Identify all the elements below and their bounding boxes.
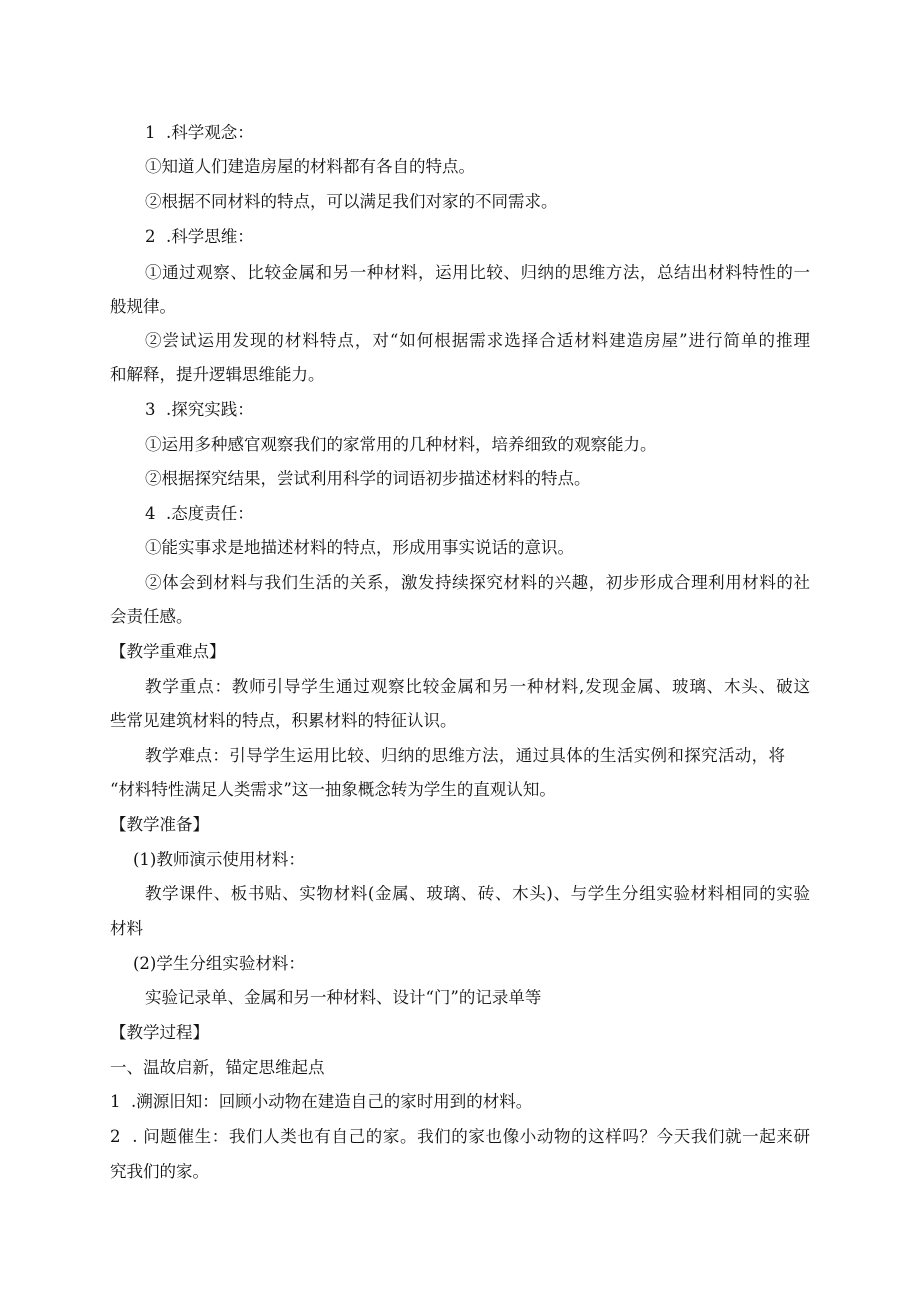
prep-item-teacher: (1)教师演示使用材料：: [133, 850, 305, 869]
paragraph-continuation: “材料特性满足人类需求”这一抽象概念转为学生的直观认知。: [110, 780, 556, 799]
paragraph-continuation: 般规律。: [110, 297, 176, 316]
heading-process: 【教学过程】: [110, 1023, 209, 1042]
paragraph: 实验记录单、金属和另一种材料、设计“门”的记录单等: [145, 988, 542, 1007]
section-heading-attitude: 4 .态度责任：: [145, 504, 254, 523]
paragraph-focus: 教学重点：教师引导学生通过观察比较金属和另一种材料,发现金属、玻璃、木头、破这: [145, 677, 810, 696]
section-heading-science-thinking: 2 .科学思维：: [145, 227, 254, 246]
heading-key-points: 【教学重难点】: [110, 642, 226, 661]
paragraph: ①通过观察、比较金属和另一种材料，运用比较、归纳的思维方法，总结出材料特性的一: [145, 263, 810, 282]
paragraph: ①运用多种感官观察我们的家常用的几种材料，培养细致的观察能力。: [145, 435, 657, 454]
section-heading-science-concept: 1 .科学观念：: [145, 123, 254, 142]
section-heading-inquiry: 3 .探究实践：: [145, 400, 254, 419]
process-step-heading: 一、温故启新，锚定思维起点: [110, 1058, 325, 1077]
paragraph-difficulty: 教学难点：引导学生运用比较、归纳的思维方法，通过具体的生活实例和探究活动，将: [145, 746, 785, 765]
paragraph-continuation: 材料: [110, 919, 143, 938]
heading-preparation: 【教学准备】: [110, 815, 209, 834]
paragraph: 教学课件、板书贴、实物材料(金属、玻璃、砖、木头)、与学生分组实验材料相同的实验: [145, 884, 810, 903]
process-item: 2 . 问题催生：我们人类也有自己的家。我们的家也像小动物的这样吗？今天我们就一起来研: [110, 1127, 810, 1146]
paragraph: ①知道人们建造房屋的材料都有各自的特点。: [145, 157, 475, 176]
paragraph: ②根据探究结果，尝试利用科学的词语初步描述材料的特点。: [145, 469, 591, 488]
prep-item-student: (2)学生分组实验材料：: [133, 954, 305, 973]
paragraph: ②尝试运用发现的材料特点，对“如何根据需求选择合适材料建造房屋”进行简单的推理: [145, 331, 810, 350]
paragraph-continuation: 些常见建筑材料的特点，积累材料的特征认识。: [110, 711, 457, 730]
paragraph: ②体会到材料与我们生活的关系，激发持续探究材料的兴趣，初步形成合理利用材料的社: [145, 573, 810, 592]
paragraph-continuation: 和解释，提升逻辑思维能力。: [110, 365, 325, 384]
paragraph-continuation: 究我们的家。: [110, 1162, 209, 1181]
process-item: 1 .溯源旧知：回顾小动物在建造自己的家时用到的材料。: [110, 1092, 533, 1111]
paragraph: ②根据不同材料的特点，可以满足我们对家的不同需求。: [145, 192, 558, 211]
paragraph-continuation: 会责任感。: [110, 607, 193, 626]
paragraph: ①能实事求是地描述材料的特点，形成用事实说话的意识。: [145, 538, 574, 557]
